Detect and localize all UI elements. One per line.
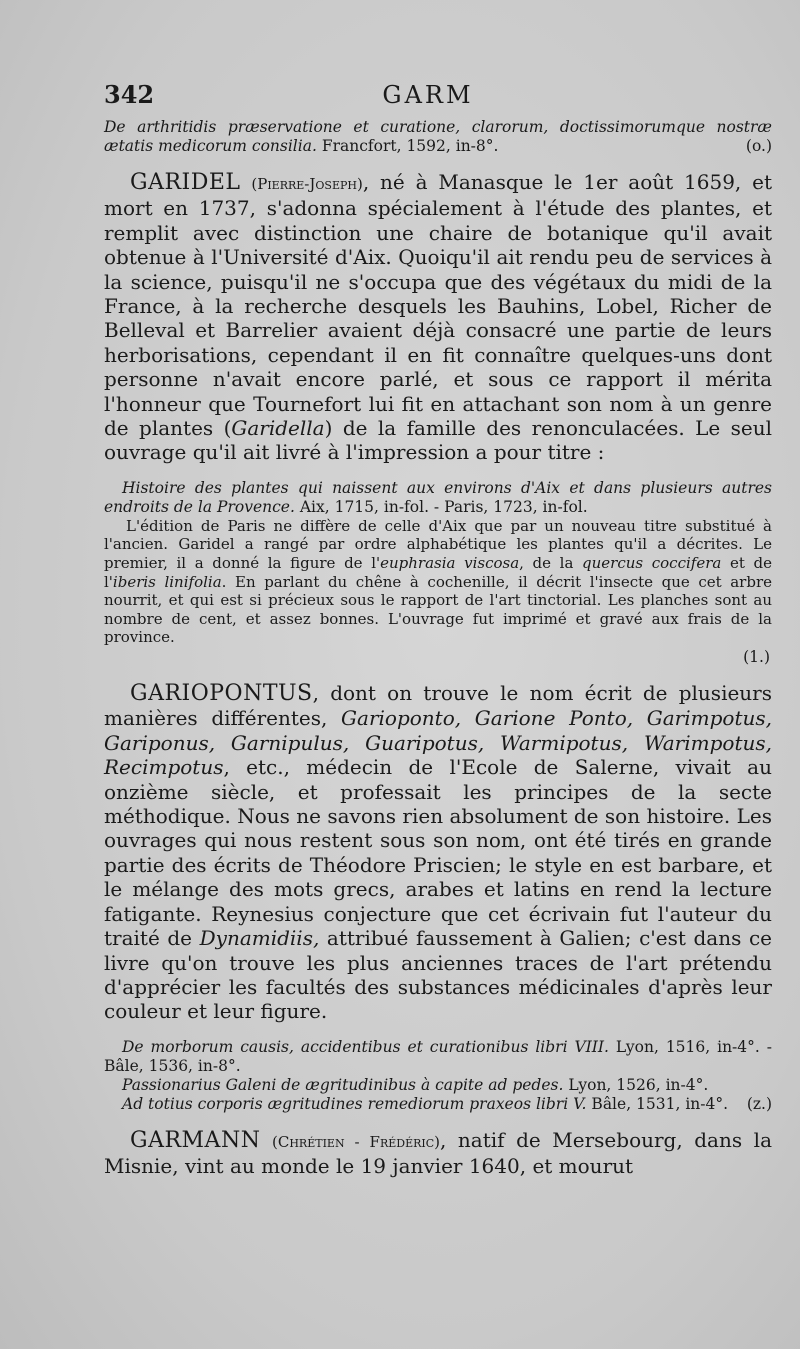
gariopontus-reference-1: [104, 1038, 772, 1076]
top-reference-title: De arthritidis præservatione et curatione, clarorum, doctissimorumque nostræ ætatis medicorum consilia.: [104, 118, 772, 155]
top-reference-imprint: Francfort, 1592, in-8°.: [316, 137, 499, 155]
page-number: 342: [104, 80, 155, 109]
garidel-note-b: , de la: [519, 554, 583, 573]
gariopontus-reference-3-imprint: Bâle, 1531, in-4°.: [586, 1094, 729, 1113]
entry-gariopontus-text-b: , etc., médecin de l'Ecole de Salerne, vivait au onzième siècle, et professait les principes de la secte méthodique. Nous ne savons rien absolument de son histoire. Les ouvrages qui nous restent sous son nom, ont été tirés en grande partie des écrits de Théodore Priscien; le style en est barbare, et le mélange des mots grecs, arabes et latins en rend la lecture fatigante. Reynesius conjecture que cet écrivain fut l'auteur du traité de: [104, 755, 772, 951]
entry-gariopontus-dynamidiis: Dynamidiis,: [199, 926, 320, 951]
garidel-note-c: et de l': [104, 554, 772, 591]
running-title: GARM: [382, 81, 474, 109]
entry-garidel-given: (Pierre-Joseph): [251, 175, 363, 193]
entry-gariopontus-variants: Garioponto, Garione Ponto, Garimpotus, Gariponus, Garnipulus, Guaripotus, Warmipotus, Warimpotus, Recimpotus: [104, 706, 772, 780]
entry-garidel-genus: Garidella: [231, 416, 325, 441]
garidel-note-euphrasia: euphrasia viscosa: [380, 554, 520, 573]
gariopontus-reference-1-title: De morborum causis, accidentibus et curationibus libri VIII.: [122, 1037, 609, 1056]
entry-garidel-text-b: ) de la famille des renonculacées. Le seul ouvrage qu'il ait livré à l'impression a pour titre :: [104, 416, 772, 465]
gariopontus-reference-2: [104, 1076, 772, 1095]
garidel-note-a: L'édition de Paris ne diffère de celle d'Aix que par un nouveau titre substitué à l'ancien. Garidel a rangé par ordre alphabétique les plantes qu'il a décrites. Le premier, il a donné la figure de l': [104, 516, 772, 573]
gariopontus-reference-3: [104, 1095, 772, 1114]
garidel-note-quercus: quercus coccifera: [582, 554, 722, 573]
entry-garidel-text-a: , né à Manasque le 1er août 1659, et mort en 1737, s'adonna spécialement à l'étude des plantes, et remplit avec distinction une chaire de botanique qu'il avait obtenue à l'Université d'Aix. Quoiqu'il ait rendu peu de services à la science, puisqu'il ne s'occupa que des végétaux du midi de la France, à la recherche desquels les Bauhins, Lobel, Richer de Belleval et Barrelier avaient déjà consacré une partie de leurs herborisations, cependant il en fit connaître quelques-uns dont personne n'avait encore parlé, et sous ce rapport il mérita l'honneur que Tournefort lui fit en attachant son nom à un genre de plantes (: [104, 170, 772, 441]
entry-garmann-name: GARMANN: [130, 1127, 261, 1153]
garidel-note-d: . En parlant du chêne à cochenille, il décrit l'insecte que cet arbre nourrit, et qui est si précieux sous le rapport de l'art tinctorial. Les planches sont au nombre de cent, et assez bonnes. L'ouvrage fut imprimé et gravé aux frais de la province.: [104, 572, 772, 647]
top-reference: [104, 118, 772, 156]
garidel-note: [104, 517, 772, 647]
entry-garmann: [104, 1128, 772, 1179]
entry-gariopontus-text-a: , dont on trouve le nom écrit de plusieurs manières différentes,: [104, 681, 772, 731]
garidel-references: [104, 479, 772, 667]
garidel-reference: [104, 479, 772, 517]
entry-garidel-name: GARIDEL: [130, 170, 241, 195]
garidel-reference-imprint: Aix, 1715, in-fol. - Paris, 1723, in-fol.: [294, 497, 588, 516]
gariopontus-references: [104, 1038, 772, 1114]
garidel-note-iberis: iberis linifolia: [112, 572, 222, 591]
gariopontus-reference-2-imprint: Lyon, 1526, in-4°.: [563, 1075, 709, 1094]
gariopontus-reference-3-title: Ad totius corporis ægritudines remediorum praxeos libri V.: [122, 1094, 587, 1113]
entry-gariopontus-name: GARIOPONTUS: [130, 681, 313, 707]
gariopontus-reference-2-title: Passionarius Galeni de ægritudinibus à capite ad pedes.: [122, 1075, 564, 1094]
entry-gariopontus-text-c: attribué faussement à Galien; c'est dans ce livre qu'on trouve les plus anciennes traces de l'art prétendu d'apprécier les facultés des substances médicinales d'après leur couleur et leur figure.: [104, 926, 772, 1024]
gariopontus-mark: (z.): [746, 1094, 772, 1113]
entry-garidel: [104, 170, 772, 465]
top-reference-mark: (o.): [745, 137, 772, 155]
gariopontus-reference-1-imprint: Lyon, 1516, in-4°. - Bâle, 1536, in-8°.: [104, 1037, 772, 1075]
entry-gariopontus: [104, 681, 772, 1024]
garidel-reference-title: Histoire des plantes qui naissent aux environs d'Aix et dans plusieurs autres endroits de la Provence.: [104, 478, 772, 516]
entry-garmann-given: (Chrétien - Frédéric): [272, 1132, 441, 1151]
running-head: [104, 78, 772, 112]
entry-garmann-text: , natif de Mersebourg, dans la Misnie, vint au monde le 19 janvier 1640, et mourut: [104, 1127, 772, 1179]
garidel-mark: (1.): [743, 648, 770, 667]
